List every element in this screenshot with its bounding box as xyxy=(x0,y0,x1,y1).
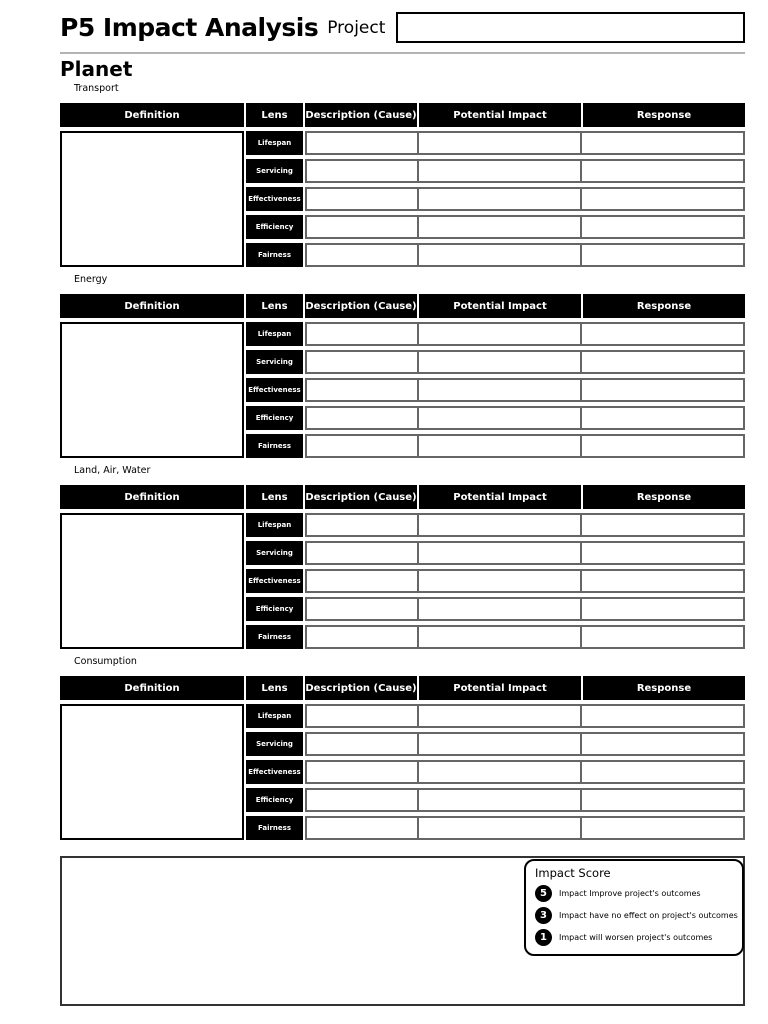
legend-item-text: Impact will worsen project's outcomes xyxy=(559,933,713,942)
row-cells xyxy=(305,732,745,756)
lens-label: Effectiveness xyxy=(246,378,303,402)
description-cell[interactable] xyxy=(307,161,417,181)
p5-section xyxy=(60,83,745,267)
column-header-lens: Lens xyxy=(244,103,303,127)
lens-label: Servicing xyxy=(246,159,303,183)
project-label: Project xyxy=(327,17,386,38)
lens-row xyxy=(244,406,745,430)
row-cells xyxy=(305,159,745,183)
score-5-badge: 5 xyxy=(535,885,552,902)
table-body xyxy=(60,704,745,840)
column-header-impact: Potential Impact xyxy=(417,676,581,700)
lens-rows xyxy=(244,513,745,649)
section-label: Land, Air, Water xyxy=(74,465,151,476)
impact-cell[interactable] xyxy=(417,543,580,563)
legend-item xyxy=(535,885,738,902)
lens-label: Effectiveness xyxy=(246,760,303,784)
definition-input[interactable] xyxy=(60,322,244,458)
impact-cell[interactable] xyxy=(417,161,580,181)
lens-label: Efficiency xyxy=(246,406,303,430)
column-header-response: Response xyxy=(581,294,745,318)
legend-item xyxy=(535,929,738,946)
description-cell[interactable] xyxy=(307,790,417,810)
table-body xyxy=(60,513,745,649)
description-cell[interactable] xyxy=(307,380,417,400)
row-cells xyxy=(305,625,745,649)
project-name-input[interactable] xyxy=(396,12,745,43)
lens-row xyxy=(244,625,745,649)
lens-label: Effectiveness xyxy=(246,187,303,211)
lens-rows xyxy=(244,131,745,267)
description-cell[interactable] xyxy=(307,515,417,535)
lens-label: Servicing xyxy=(246,350,303,374)
lens-row xyxy=(244,597,745,621)
lens-label: Efficiency xyxy=(246,215,303,239)
definition-input[interactable] xyxy=(60,131,244,267)
response-cell[interactable] xyxy=(580,161,743,181)
response-cell[interactable] xyxy=(580,543,743,563)
impact-cell[interactable] xyxy=(417,571,580,591)
lens-label: Efficiency xyxy=(246,788,303,812)
column-header-definition: Definition xyxy=(124,300,180,312)
description-cell[interactable] xyxy=(307,436,417,456)
impact-cell[interactable] xyxy=(417,324,580,344)
response-cell[interactable] xyxy=(580,818,743,838)
response-cell[interactable] xyxy=(580,627,743,647)
lens-rows xyxy=(244,704,745,840)
description-cell[interactable] xyxy=(307,734,417,754)
impact-score-legend xyxy=(524,859,744,956)
column-header-description: Description (Cause) xyxy=(303,103,417,127)
description-cell[interactable] xyxy=(307,133,417,153)
lens-label: Lifespan xyxy=(246,322,303,346)
lens-row xyxy=(244,434,745,458)
impact-cell[interactable] xyxy=(417,627,580,647)
description-cell[interactable] xyxy=(307,571,417,591)
column-header-definition: Definition xyxy=(124,109,180,121)
response-cell[interactable] xyxy=(580,352,743,372)
response-cell[interactable] xyxy=(580,245,743,265)
table-body xyxy=(60,131,745,267)
definition-input[interactable] xyxy=(60,704,244,840)
notes-area[interactable] xyxy=(60,856,745,1006)
document-header xyxy=(60,12,745,43)
response-cell[interactable] xyxy=(580,217,743,237)
lens-label: Servicing xyxy=(246,732,303,756)
response-cell[interactable] xyxy=(580,706,743,726)
response-cell[interactable] xyxy=(580,324,743,344)
lens-row xyxy=(244,513,745,537)
column-header-impact: Potential Impact xyxy=(417,103,581,127)
table-header-row xyxy=(60,485,745,509)
lens-row xyxy=(244,187,745,211)
row-cells xyxy=(305,704,745,728)
description-cell[interactable] xyxy=(307,818,417,838)
section-label: Consumption xyxy=(74,656,137,667)
lens-label: Efficiency xyxy=(246,597,303,621)
lens-row xyxy=(244,350,745,374)
column-header-response: Response xyxy=(581,485,745,509)
lens-label: Lifespan xyxy=(246,513,303,537)
response-cell[interactable] xyxy=(580,734,743,754)
lens-row xyxy=(244,243,745,267)
page-title: P5 Impact Analysis xyxy=(60,13,319,42)
lens-row xyxy=(244,732,745,756)
impact-cell[interactable] xyxy=(417,245,580,265)
row-cells xyxy=(305,760,745,784)
impact-cell[interactable] xyxy=(417,217,580,237)
impact-cell[interactable] xyxy=(417,818,580,838)
row-cells xyxy=(305,434,745,458)
title-divider xyxy=(60,52,745,54)
column-header-definition: Definition xyxy=(124,491,180,503)
description-cell[interactable] xyxy=(307,189,417,209)
response-cell[interactable] xyxy=(580,571,743,591)
column-header-lens: Lens xyxy=(244,676,303,700)
impact-cell[interactable] xyxy=(417,436,580,456)
row-cells xyxy=(305,513,745,537)
description-cell[interactable] xyxy=(307,762,417,782)
description-cell[interactable] xyxy=(307,627,417,647)
impact-cell[interactable] xyxy=(417,408,580,428)
lens-row xyxy=(244,378,745,402)
lens-label: Fairness xyxy=(246,625,303,649)
column-header-definition: Definition xyxy=(124,682,180,694)
row-cells xyxy=(305,215,745,239)
description-cell[interactable] xyxy=(307,352,417,372)
lens-label: Effectiveness xyxy=(246,569,303,593)
response-cell[interactable] xyxy=(580,408,743,428)
response-cell[interactable] xyxy=(580,189,743,209)
planet-heading: Planet xyxy=(60,57,133,81)
row-cells xyxy=(305,378,745,402)
response-cell[interactable] xyxy=(580,515,743,535)
lens-label: Lifespan xyxy=(246,131,303,155)
response-cell[interactable] xyxy=(580,436,743,456)
legend-item-text: Impact have no effect on project's outcomes xyxy=(559,911,738,920)
row-cells xyxy=(305,406,745,430)
lens-label: Fairness xyxy=(246,243,303,267)
description-cell[interactable] xyxy=(307,599,417,619)
lens-row xyxy=(244,816,745,840)
lens-row xyxy=(244,760,745,784)
row-cells xyxy=(305,816,745,840)
lens-row xyxy=(244,541,745,565)
lens-label: Fairness xyxy=(246,816,303,840)
lens-row xyxy=(244,215,745,239)
response-cell[interactable] xyxy=(580,762,743,782)
column-header-description: Description (Cause) xyxy=(303,676,417,700)
impact-cell[interactable] xyxy=(417,189,580,209)
column-header-response: Response xyxy=(581,103,745,127)
impact-cell[interactable] xyxy=(417,762,580,782)
table-body xyxy=(60,322,745,458)
legend-title: Impact Score xyxy=(535,866,611,880)
lens-label: Servicing xyxy=(246,541,303,565)
description-cell[interactable] xyxy=(307,543,417,563)
row-cells xyxy=(305,788,745,812)
table-header-row xyxy=(60,294,745,318)
legend-item-text: Impact Improve project's outcomes xyxy=(559,889,701,898)
table-header-row xyxy=(60,676,745,700)
lens-row xyxy=(244,131,745,155)
impact-cell[interactable] xyxy=(417,515,580,535)
p5-section xyxy=(60,274,745,458)
row-cells xyxy=(305,541,745,565)
impact-cell[interactable] xyxy=(417,133,580,153)
row-cells xyxy=(305,187,745,211)
row-cells xyxy=(305,569,745,593)
response-cell[interactable] xyxy=(580,133,743,153)
column-header-description: Description (Cause) xyxy=(303,294,417,318)
impact-cell[interactable] xyxy=(417,706,580,726)
lens-rows xyxy=(244,322,745,458)
row-cells xyxy=(305,350,745,374)
definition-input[interactable] xyxy=(60,513,244,649)
column-header-impact: Potential Impact xyxy=(417,485,581,509)
score-1-badge: 1 xyxy=(535,929,552,946)
lens-row xyxy=(244,159,745,183)
description-cell[interactable] xyxy=(307,706,417,726)
impact-cell[interactable] xyxy=(417,734,580,754)
sections-container xyxy=(60,83,745,840)
lens-row xyxy=(244,788,745,812)
row-cells xyxy=(305,597,745,621)
description-cell[interactable] xyxy=(307,217,417,237)
response-cell[interactable] xyxy=(580,380,743,400)
table-header-row xyxy=(60,103,745,127)
description-cell[interactable] xyxy=(307,324,417,344)
impact-cell[interactable] xyxy=(417,380,580,400)
description-cell[interactable] xyxy=(307,245,417,265)
column-header-lens: Lens xyxy=(244,294,303,318)
impact-cell[interactable] xyxy=(417,599,580,619)
row-cells xyxy=(305,322,745,346)
section-label: Transport xyxy=(74,83,119,94)
p5-section xyxy=(60,465,745,649)
lens-row xyxy=(244,704,745,728)
column-header-response: Response xyxy=(581,676,745,700)
lens-row xyxy=(244,569,745,593)
description-cell[interactable] xyxy=(307,408,417,428)
row-cells xyxy=(305,131,745,155)
p5-section xyxy=(60,656,745,840)
response-cell[interactable] xyxy=(580,599,743,619)
column-header-lens: Lens xyxy=(244,485,303,509)
row-cells xyxy=(305,243,745,267)
section-label: Energy xyxy=(74,274,108,285)
score-3-badge: 3 xyxy=(535,907,552,924)
lens-label: Lifespan xyxy=(246,704,303,728)
column-header-impact: Potential Impact xyxy=(417,294,581,318)
impact-cell[interactable] xyxy=(417,790,580,810)
lens-label: Fairness xyxy=(246,434,303,458)
impact-cell[interactable] xyxy=(417,352,580,372)
lens-row xyxy=(244,322,745,346)
legend-item xyxy=(535,907,738,924)
response-cell[interactable] xyxy=(580,790,743,810)
column-header-description: Description (Cause) xyxy=(303,485,417,509)
